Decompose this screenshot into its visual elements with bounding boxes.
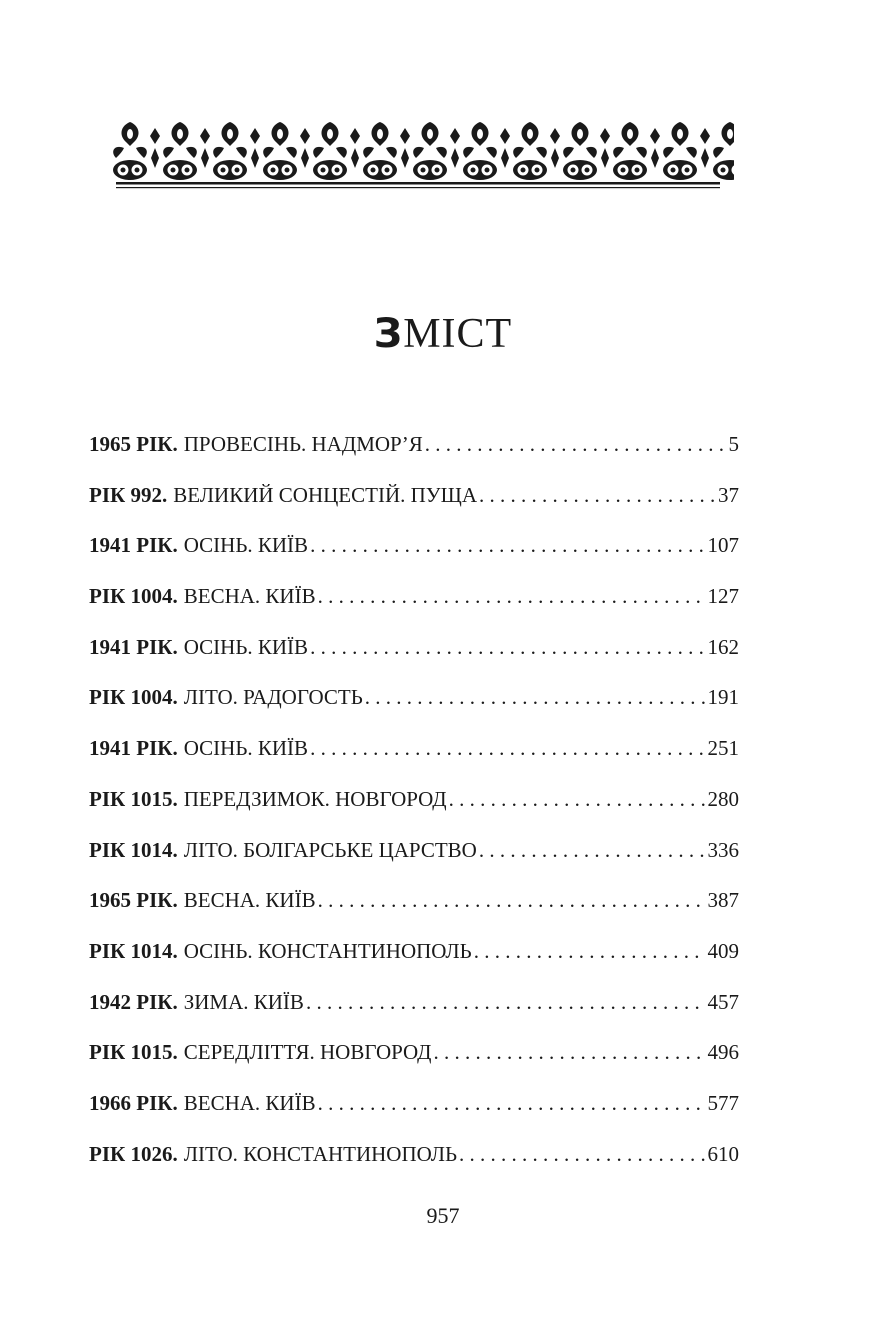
toc-page: 577 xyxy=(707,1090,739,1115)
toc-leader xyxy=(425,432,727,457)
ornament-spacer xyxy=(450,128,460,168)
toc-title: ЛІТО. БОЛГАРСЬКЕ ЦАРСТВО xyxy=(183,837,477,862)
toc-page: 191 xyxy=(707,685,739,710)
ornament-motif xyxy=(313,122,347,180)
ornament-motif xyxy=(363,122,397,180)
page-title xyxy=(0,310,886,358)
ornament-motif xyxy=(213,122,247,180)
toc-entry[interactable] xyxy=(89,432,739,483)
toc-title: ОСІНЬ. КИЇВ xyxy=(183,634,309,659)
toc-year: 1941 РІК. xyxy=(89,533,178,558)
toc-year: 1941 РІК. xyxy=(89,736,178,761)
toc-leader xyxy=(318,888,706,913)
toc-leader xyxy=(310,635,705,660)
toc-page: 127 xyxy=(707,584,739,609)
toc-year: РІК 992. xyxy=(89,482,168,507)
ornament-motif xyxy=(113,122,147,180)
toc-title: ВЕСНА. КИЇВ xyxy=(183,888,316,913)
ornament-motif xyxy=(163,122,197,180)
toc-year: РІК 1004. xyxy=(89,685,178,710)
toc-year: РІК 1004. xyxy=(89,584,178,609)
toc-leader xyxy=(434,1040,706,1065)
toc-title: ОСІНЬ. КИЇВ xyxy=(183,533,309,558)
title-initial: З xyxy=(373,311,404,357)
ornament-spacer xyxy=(550,128,560,168)
ornament-spacer xyxy=(650,128,660,168)
ornament-motif xyxy=(463,122,497,180)
toc-entry[interactable] xyxy=(89,685,739,736)
toc-entry[interactable] xyxy=(89,787,739,838)
toc-leader xyxy=(310,736,705,761)
toc-leader xyxy=(318,1091,706,1116)
toc-page: 37 xyxy=(718,482,739,507)
toc-title: ОСІНЬ. КИЇВ xyxy=(183,736,309,761)
toc-title: ЗИМА. КИЇВ xyxy=(183,989,304,1014)
toc-year: РІК 1014. xyxy=(89,837,178,862)
toc-leader xyxy=(459,1142,705,1167)
ornament-spacer xyxy=(300,128,310,168)
toc-page: 610 xyxy=(707,1141,739,1166)
toc-leader xyxy=(449,787,706,812)
toc-page: 5 xyxy=(728,432,739,456)
toc-year: РІК 1015. xyxy=(89,1040,178,1065)
toc-year: 1966 РІК. xyxy=(89,1090,178,1115)
ornament-spacer xyxy=(250,128,260,168)
toc-entry[interactable] xyxy=(89,483,739,534)
toc-title: ПРОВЕСІНЬ. НАДМОР’Я xyxy=(183,432,423,456)
page-number: 957 xyxy=(426,1203,460,1228)
decorative-ornament-border xyxy=(104,118,734,198)
toc-leader xyxy=(306,990,706,1015)
toc-entry[interactable] xyxy=(89,838,739,889)
toc-entry[interactable] xyxy=(89,1142,739,1193)
ornament-motif xyxy=(713,122,734,180)
ornament-motif xyxy=(563,122,597,180)
toc-title: ПЕРЕДЗИМОК. НОВГОРОД xyxy=(183,786,447,811)
ornament-motif xyxy=(263,122,297,180)
toc-page: 409 xyxy=(707,938,739,963)
toc-title: ВЕЛИКИЙ СОНЦЕСТІЙ. ПУЩА xyxy=(173,482,477,507)
toc-year: РІК 1014. xyxy=(89,938,178,963)
ornament-spacer xyxy=(500,128,510,168)
toc-entry[interactable] xyxy=(89,533,739,584)
toc-page: 162 xyxy=(707,634,739,659)
toc-year: 1965 РІК. xyxy=(89,432,178,456)
toc-year: 1965 РІК. xyxy=(89,888,178,913)
toc-leader xyxy=(479,838,706,863)
ornament-motif xyxy=(513,122,547,180)
toc-page: 107 xyxy=(707,533,739,558)
ornament-motif xyxy=(663,122,697,180)
ornament-spacer xyxy=(150,128,160,168)
toc-leader xyxy=(318,584,706,609)
toc-year: 1941 РІК. xyxy=(89,634,178,659)
toc-entry[interactable] xyxy=(89,939,739,990)
toc-year: РІК 1026. xyxy=(89,1141,178,1166)
toc-entry[interactable] xyxy=(89,1040,739,1091)
ornament-spacer xyxy=(400,128,410,168)
toc-title: ЛІТО. КОНСТАНТИНОПОЛЬ xyxy=(183,1141,458,1166)
toc-leader xyxy=(474,939,706,964)
toc-page: 336 xyxy=(707,837,739,862)
toc-title: ЛІТО. РАДОГОСТЬ xyxy=(183,685,363,710)
toc-page: 251 xyxy=(707,736,739,761)
ornament-spacer xyxy=(600,128,610,168)
toc-page: 387 xyxy=(707,888,739,913)
toc-leader xyxy=(310,533,705,558)
toc-entry[interactable] xyxy=(89,584,739,635)
toc-entry[interactable] xyxy=(89,990,739,1041)
toc-leader xyxy=(365,685,706,710)
toc-year: РІК 1015. xyxy=(89,786,178,811)
toc-title: ВЕСНА. КИЇВ xyxy=(183,1090,316,1115)
toc-entry[interactable] xyxy=(89,736,739,787)
toc-title: СЕРЕДЛІТТЯ. НОВГОРОД xyxy=(183,1040,432,1065)
table-of-contents xyxy=(89,432,739,1192)
ornament-spacer xyxy=(350,128,360,168)
toc-entry[interactable] xyxy=(89,1091,739,1142)
toc-entry[interactable] xyxy=(89,635,739,686)
toc-title: ВЕСНА. КИЇВ xyxy=(183,584,316,609)
ornament-motif xyxy=(613,122,647,180)
toc-page: 496 xyxy=(707,1040,739,1065)
ornament-spacer xyxy=(200,128,210,168)
toc-page: 457 xyxy=(707,989,739,1014)
ornament-motif xyxy=(413,122,447,180)
toc-entry[interactable] xyxy=(89,888,739,939)
toc-year: 1942 РІК. xyxy=(89,989,178,1014)
toc-title: ОСІНЬ. КОНСТАНТИНОПОЛЬ xyxy=(183,938,472,963)
toc-page: 280 xyxy=(707,786,739,811)
ornament-spacer xyxy=(700,128,710,168)
toc-leader xyxy=(479,483,716,508)
title-rest: МІСТ xyxy=(403,311,513,357)
